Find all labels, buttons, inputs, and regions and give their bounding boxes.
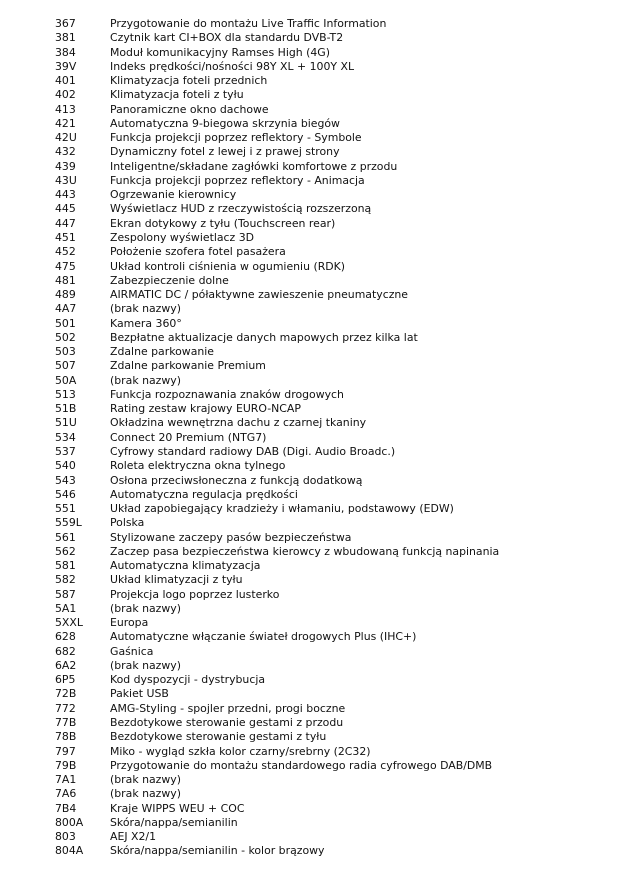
option-description: Miko - wygląd szkła kolor czarny/srebrny (2C32) — [110, 744, 371, 758]
option-code: 562 — [55, 544, 76, 558]
option-row — [0, 830, 644, 844]
option-description: Automatyczna regulacja prędkości — [110, 487, 298, 501]
option-code: 7A1 — [55, 773, 77, 787]
option-description: Gaśnica — [110, 644, 154, 658]
option-code: 7A6 — [55, 787, 77, 801]
option-code: 587 — [55, 587, 76, 601]
option-code: 72B — [55, 687, 77, 701]
option-row — [0, 745, 644, 759]
option-code: 39V — [55, 59, 77, 73]
option-code: 447 — [55, 216, 76, 230]
option-code: 804A — [55, 844, 84, 858]
option-description: AMG-Styling - spojler przedni, progi boczne — [110, 701, 346, 715]
option-row — [0, 431, 644, 445]
option-row — [0, 716, 644, 730]
option-code: 42U — [55, 131, 77, 145]
option-description: Moduł komunikacyjny Ramses High (4G) — [110, 45, 330, 59]
option-description: Kod dyspozycji - dystrybucja — [110, 673, 266, 687]
option-description: Skóra/nappa/semianilin — [110, 815, 238, 829]
option-row — [0, 60, 644, 74]
option-row — [0, 317, 644, 331]
option-code: 561 — [55, 530, 76, 544]
option-row — [0, 245, 644, 259]
option-description: (brak nazwy) — [110, 658, 181, 672]
option-code: 581 — [55, 559, 76, 573]
option-code: 5A1 — [55, 601, 77, 615]
option-description: Inteligentne/składane zagłówki komfortowe z przodu — [110, 159, 398, 173]
option-row — [0, 46, 644, 60]
option-description: (brak nazwy) — [110, 601, 181, 615]
option-description: Funkcja rozpoznawania znaków drogowych — [110, 387, 344, 401]
option-description: (brak nazwy) — [110, 773, 181, 787]
option-description: Okładzina wewnętrzna dachu z czarnej tkaniny — [110, 416, 367, 430]
option-row — [0, 74, 644, 88]
option-code: 502 — [55, 330, 76, 344]
option-description: Rating zestaw krajowy EURO-NCAP — [110, 402, 301, 416]
option-code: 475 — [55, 259, 76, 273]
option-code: 797 — [55, 744, 76, 758]
option-row — [0, 702, 644, 716]
option-row — [0, 17, 644, 31]
option-code: 4A7 — [55, 302, 77, 316]
option-code: 452 — [55, 245, 76, 259]
option-description: Projekcja logo poprzez lusterko — [110, 587, 280, 601]
option-description: (brak nazwy) — [110, 302, 181, 316]
option-row — [0, 388, 644, 402]
option-description: Connect 20 Premium (NTG7) — [110, 430, 267, 444]
option-row — [0, 602, 644, 616]
option-description: Automatyczna 9-biegowa skrzynia biegów — [110, 116, 340, 130]
option-row — [0, 773, 644, 787]
option-row — [0, 630, 644, 644]
option-description: AIRMATIC DC / półaktywne zawieszenie pneumatyczne — [110, 288, 409, 302]
option-row — [0, 559, 644, 573]
option-code: 534 — [55, 430, 76, 444]
option-row — [0, 345, 644, 359]
option-description: Panoramiczne okno dachowe — [110, 102, 269, 116]
option-description: Układ kontroli ciśnienia w ogumieniu (RDK) — [110, 259, 346, 273]
option-code: 401 — [55, 74, 76, 88]
option-row — [0, 331, 644, 345]
option-row — [0, 160, 644, 174]
option-code: 402 — [55, 88, 76, 102]
option-row — [0, 145, 644, 159]
option-description: Kamera 360° — [110, 316, 182, 330]
option-code: 503 — [55, 345, 76, 359]
option-description: Przygotowanie do montażu Live Traffic Information — [110, 17, 387, 30]
option-description: Automatyczna klimatyzacja — [110, 559, 261, 573]
option-code: 51U — [55, 416, 77, 430]
option-description: Układ klimatyzacji z tyłu — [110, 573, 243, 587]
option-description: Funkcja projekcji poprzez reflektory - Symbole — [110, 131, 362, 145]
option-code: 772 — [55, 701, 76, 715]
option-description: Klimatyzacja foteli z tyłu — [110, 88, 244, 102]
option-code: 50A — [55, 373, 77, 387]
option-description: AEJ X2/1 — [110, 830, 156, 844]
option-code: 381 — [55, 31, 76, 45]
option-description: Zaczep pasa bezpieczeństwa kierowcy z wbudowaną funkcją napinania — [110, 544, 500, 558]
option-description: Ogrzewanie kierownicy — [110, 188, 237, 202]
option-row — [0, 231, 644, 245]
option-code: 489 — [55, 288, 76, 302]
option-row — [0, 645, 644, 659]
option-code: 513 — [55, 387, 76, 401]
option-code: 501 — [55, 316, 76, 330]
option-code: 367 — [55, 17, 76, 30]
option-code: 5XXL — [55, 616, 83, 630]
option-code: 384 — [55, 45, 76, 59]
option-row — [0, 687, 644, 701]
option-row — [0, 302, 644, 316]
option-code: 551 — [55, 502, 76, 516]
option-row — [0, 474, 644, 488]
option-code: 803 — [55, 830, 76, 844]
option-code: 546 — [55, 487, 76, 501]
option-row — [0, 844, 644, 858]
option-row — [0, 359, 644, 373]
option-code: 507 — [55, 359, 76, 373]
option-row — [0, 416, 644, 430]
option-code: 432 — [55, 145, 76, 159]
option-description: Zespolony wyświetlacz 3D — [110, 230, 255, 244]
option-description: Zabezpieczenie dolne — [110, 273, 229, 287]
option-description: Ekran dotykowy z tyłu (Touchscreen rear) — [110, 216, 336, 230]
option-code: 481 — [55, 273, 76, 287]
option-code: 682 — [55, 644, 76, 658]
option-description: Skóra/nappa/semianilin - kolor brązowy — [110, 844, 325, 858]
option-code: 445 — [55, 202, 76, 216]
option-code: 559L — [55, 516, 82, 530]
option-code: 79B — [55, 758, 77, 772]
option-row — [0, 459, 644, 473]
option-description: Bezdotykowe sterowanie gestami z przodu — [110, 716, 344, 730]
option-row — [0, 816, 644, 830]
option-code: 439 — [55, 159, 76, 173]
option-code: 537 — [55, 444, 76, 458]
option-row — [0, 131, 644, 145]
option-code: 451 — [55, 230, 76, 244]
option-row — [0, 730, 644, 744]
option-description: Układ zapobiegający kradzieży i włamaniu, podstawowy (EDW) — [110, 502, 454, 516]
option-description: Bezpłatne aktualizacje danych mapowych przez kilka lat — [110, 330, 418, 344]
option-row — [0, 374, 644, 388]
option-row — [0, 759, 644, 773]
option-row — [0, 502, 644, 516]
option-description: Położenie szofera fotel pasażera — [110, 245, 286, 259]
option-row — [0, 188, 644, 202]
option-description: Osłona przeciwsłoneczna z funkcją dodatkową — [110, 473, 363, 487]
option-description: Automatyczne włączanie świateł drogowych Plus (IHC+) — [110, 630, 417, 644]
option-description: Pakiet USB — [110, 687, 169, 701]
option-row — [0, 802, 644, 816]
option-row — [0, 516, 644, 530]
option-code: 800A — [55, 815, 84, 829]
option-description: Czytnik kart CI+BOX dla standardu DVB-T2 — [110, 31, 344, 45]
option-description: Indeks prędkości/nośności 98Y XL + 100Y XL — [110, 59, 355, 73]
option-code: 7B4 — [55, 801, 77, 815]
option-row — [0, 174, 644, 188]
option-row — [0, 588, 644, 602]
option-row — [0, 274, 644, 288]
option-code-list — [0, 17, 644, 859]
option-code: 443 — [55, 188, 76, 202]
option-row — [0, 531, 644, 545]
option-code: 77B — [55, 716, 77, 730]
option-code: 413 — [55, 102, 76, 116]
option-code: 43U — [55, 173, 77, 187]
option-row — [0, 117, 644, 131]
option-description: Polska — [110, 516, 145, 530]
option-row — [0, 787, 644, 801]
option-row — [0, 616, 644, 630]
option-description: Dynamiczny fotel z lewej i z prawej strony — [110, 145, 340, 159]
option-row — [0, 103, 644, 117]
option-code: 628 — [55, 630, 76, 644]
option-row — [0, 545, 644, 559]
option-row — [0, 659, 644, 673]
option-row — [0, 217, 644, 231]
option-code: 78B — [55, 730, 77, 744]
option-row — [0, 202, 644, 216]
option-row — [0, 31, 644, 45]
option-description: Klimatyzacja foteli przednich — [110, 74, 268, 88]
option-description: Funkcja projekcji poprzez reflektory - Animacja — [110, 173, 365, 187]
option-description: Zdalne parkowanie — [110, 345, 214, 359]
option-row — [0, 402, 644, 416]
option-code: 51B — [55, 402, 77, 416]
option-description: Kraje WIPPS WEU + COC — [110, 801, 245, 815]
option-row — [0, 673, 644, 687]
option-code: 540 — [55, 459, 76, 473]
option-row — [0, 488, 644, 502]
option-code: 6P5 — [55, 673, 76, 687]
option-row — [0, 260, 644, 274]
option-row — [0, 288, 644, 302]
option-description: (brak nazwy) — [110, 787, 181, 801]
option-row — [0, 445, 644, 459]
option-description: Zdalne parkowanie Premium — [110, 359, 266, 373]
option-description: Przygotowanie do montażu standardowego radia cyfrowego DAB/DMB — [110, 758, 493, 772]
option-description: (brak nazwy) — [110, 373, 181, 387]
option-description: Stylizowane zaczepy pasów bezpieczeństwa — [110, 530, 352, 544]
option-description: Europa — [110, 616, 149, 630]
option-description: Roleta elektryczna okna tylnego — [110, 459, 286, 473]
option-description: Cyfrowy standard radiowy DAB (Digi. Audio Broadc.) — [110, 444, 396, 458]
option-code: 421 — [55, 116, 76, 130]
option-code: 6A2 — [55, 658, 77, 672]
option-description: Wyświetlacz HUD z rzeczywistością rozszerzoną — [110, 202, 372, 216]
option-code: 582 — [55, 573, 76, 587]
option-row — [0, 573, 644, 587]
option-code: 543 — [55, 473, 76, 487]
option-row — [0, 88, 644, 102]
option-description: Bezdotykowe sterowanie gestami z tyłu — [110, 730, 327, 744]
